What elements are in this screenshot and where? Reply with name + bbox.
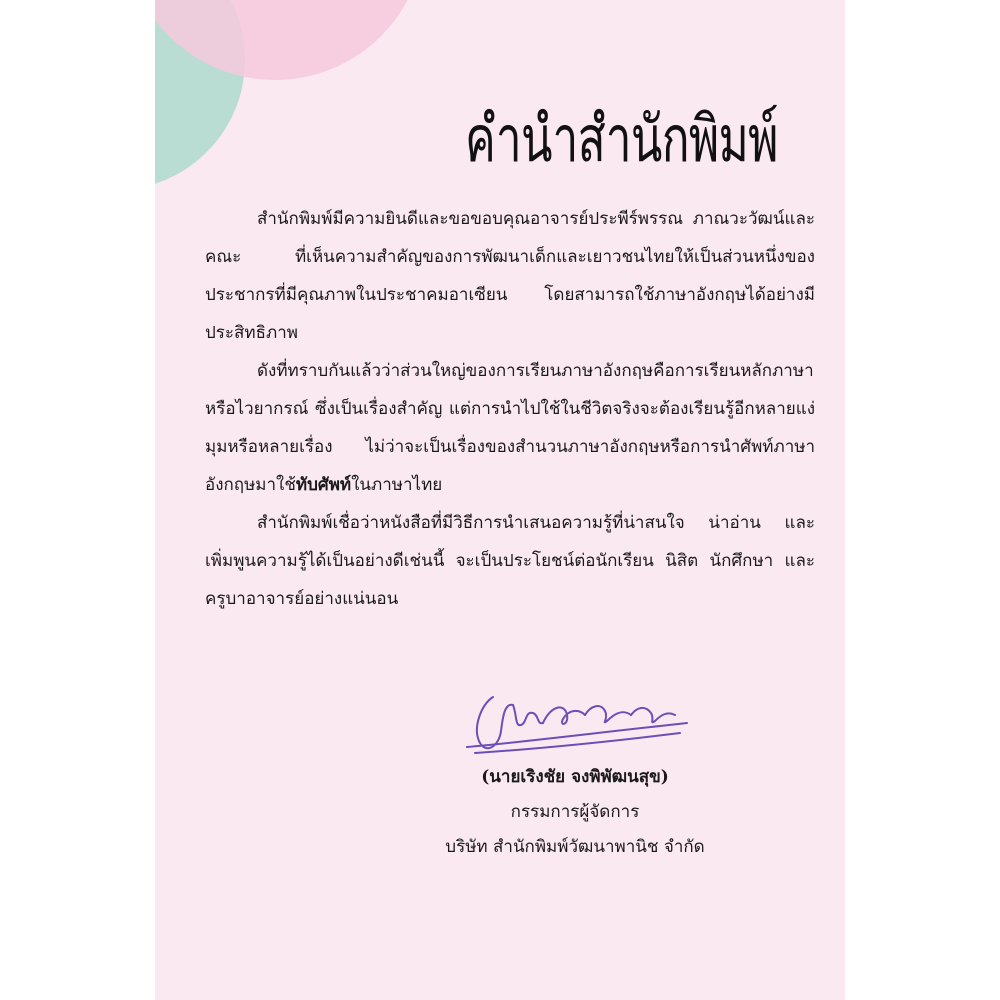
paragraph-2-bold-text: ทับศัพท์ [295,475,352,495]
signer-company: บริษัท สำนักพิมพ์วัฒนาพานิช จำกัด [445,837,705,857]
paragraph-2 [205,352,815,504]
signature-image [455,675,695,770]
signer-name: (นายเริงชัย จงพิพัฒนสุข) [481,767,669,787]
document-page [155,0,845,1000]
paragraph-2-text: ดังที่ทราบกันแล้วว่าส่วนใหญ่ของการเรียนภาษาอังกฤษคือการเรียนหลักภาษาหรือไวยากรณ์ ซึ่งเป็นเรื่องสำคัญ แต่การนำไปใช้ในชีวิตจริงจะต้องเรียนรู้อีกหลายแง่มุมหรือหลายเรื่อง ไม่ว่าจะเป็นเรื่องของสำนวนภาษาอังกฤษหรือการนำศัพท์ภาษาอังกฤษมาใช้ [205,361,815,495]
paragraph-2-text-end: ในภาษาไทย [351,475,443,495]
paragraph-1-text: สำนักพิมพ์มีความยินดีและขอขอบคุณอาจารย์ประพีร์พรรณ ภาณวะวัฒน์และคณะ ที่เห็นความสำคัญของการพัฒนาเด็กและเยาวชนไทยให้เป็นส่วนหนึ่งของประชากรที่มีคุณภาพในประชาคมอาเซียน โดยสามารถใช้ภาษาอังกฤษได้อย่างมีประสิทธิภาพ [205,209,815,343]
signer-position: กรรมการผู้จัดการ [510,802,640,822]
signature-block [410,760,740,865]
body-text [205,200,815,618]
paragraph-3 [205,504,815,618]
paragraph-1 [205,200,815,352]
page-title: คำนำสำนักพิมพ์ [465,103,778,177]
paragraph-3-text: สำนักพิมพ์เชื่อว่าหนังสือที่มีวิธีการนำเสนอความรู้ที่น่าสนใจ น่าอ่าน และเพิ่มพูนความรู้ได้เป็นอย่างดีเช่นนี้ จะเป็นประโยชน์ต่อนักเรียน นิสิต นักศึกษา และครูบาอาจารย์อย่างแน่นอน [205,513,815,609]
